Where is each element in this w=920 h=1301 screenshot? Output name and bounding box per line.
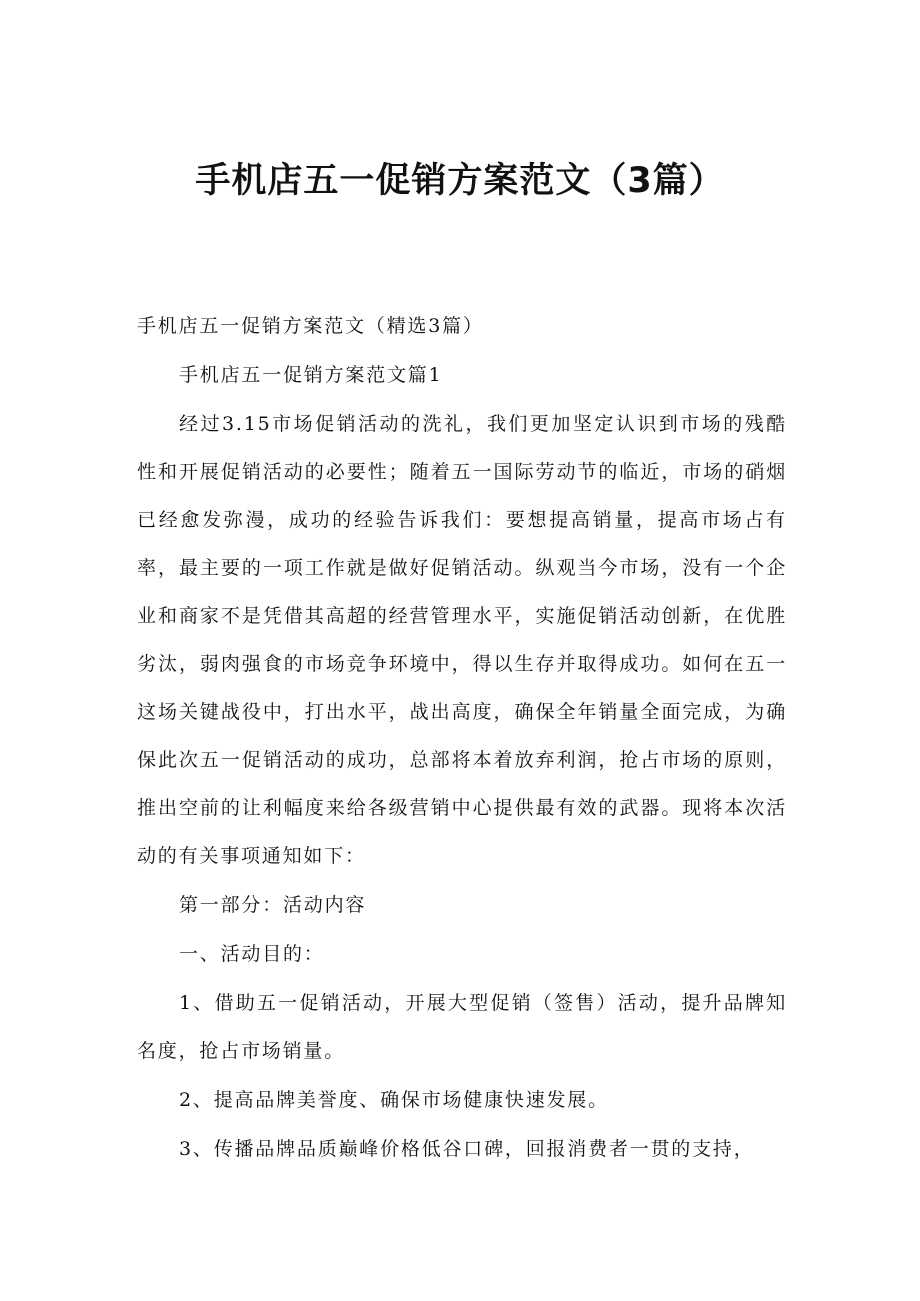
document-body (137, 302, 787, 1173)
intro-paragraph: 经过3.15市场促销活动的洗礼，我们更加坚定认识到市场的残酷性和开展促销活动的必要性；随着五一国际劳动节的临近，市场的硝烟已经愈发弥漫，成功的经验告诉我们：要想提高销量，提高市场占有率，最主要的一项工作就是做好促销活动。纵观当今市场，没有一个企业和商家不是凭借其高超的经营管理水平，实施促销活动创新，在优胜劣汰，弱肉强食的市场竞争环境中，得以生存并取得成功。如何在五一这场关键战役中，打出水平，战出高度，确保全年销量全面完成，为确保此次五一促销活动的成功，总部将本着放弃利润，抢占市场的原则，推出空前的让利幅度来给各级营销中心提供最有效的武器。现将本次活动的有关事项通知如下： (137, 413, 787, 867)
section-heading: 手机店五一促销方案范文篇1 (179, 364, 443, 386)
objective-item: 1、借助五一促销活动，开展大型促销（签售）活动，提升品牌知名度，抢占市场销量。 (137, 992, 787, 1062)
objective-heading: 一、活动目的： (179, 943, 325, 965)
objective-item: 2、提高品牌美誉度、确保市场健康快速发展。 (179, 1089, 609, 1111)
document-subtitle: 手机店五一促销方案范文（精选3篇） (137, 315, 484, 337)
part-heading: 第一部分：活动内容 (179, 894, 367, 916)
objective-item: 3、传播品牌品质巅峰价格低谷口碑，回报消费者一贯的支持， (179, 1138, 755, 1160)
document-title: 手机店五一促销方案范文（3篇） (195, 161, 725, 201)
